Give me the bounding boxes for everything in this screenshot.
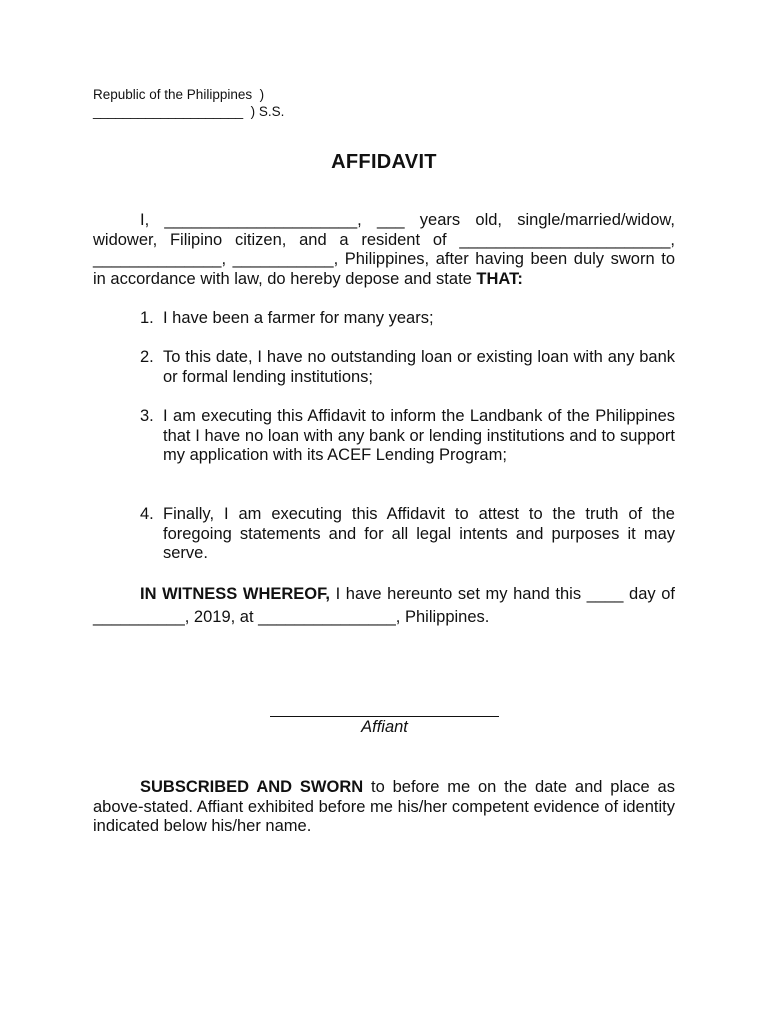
- list-item-number: 4.: [140, 505, 154, 523]
- list-item: [140, 348, 675, 387]
- list-item-number: 1.: [140, 309, 154, 327]
- document-title: AFFIDAVIT: [331, 151, 437, 173]
- list-item-text: I am executing this Affidavit to inform the Landbank of the Philippines that I have no loan with any bank or lending institutions and to support my application with its ACEF Lending Program;: [163, 407, 675, 465]
- venue-country-line: Republic of the Philippines ): [93, 87, 265, 102]
- list-item: [140, 309, 675, 329]
- list-item-number: 2.: [140, 348, 154, 366]
- jurat-text: to before me on the date and place as above-stated. Affiant exhibited before me his/her competent evidence of identity indicated below his/her name.: [93, 778, 675, 836]
- intro-text: I, _____________________, ___ years old, single/married/widow, widower, Filipino citizen, and a resident of _______________________, ______________, ___________, Philippines, after having been duly sworn to in accordance with law, do hereby depose and state: [93, 211, 675, 288]
- venue-city-line: ____________________ ) S.S.: [93, 104, 285, 119]
- list-item-text: I have been a farmer for many years;: [163, 309, 434, 327]
- list-item-text: Finally, I am executing this Affidavit to attest to the truth of the foregoing statements and for all legal intents and purposes it may serve.: [163, 505, 675, 563]
- intro-paragraph: [93, 211, 675, 289]
- signature-label: Affiant: [361, 718, 408, 736]
- jurat-paragraph: [93, 778, 675, 837]
- witness-heading: IN WITNESS WHEREOF,: [140, 585, 330, 603]
- intro-that: THAT:: [476, 269, 523, 288]
- list-item-number: 3.: [140, 407, 154, 425]
- witness-text: I have hereunto set my hand this ____ day of __________, 2019, at _______________, Philippines.: [93, 585, 675, 626]
- list-item: [140, 407, 675, 466]
- list-item-text: To this date, I have no outstanding loan or existing loan with any bank or formal lending institutions;: [163, 348, 675, 386]
- venue-block: [93, 86, 284, 120]
- jurat-heading: SUBSCRIBED AND SWORN: [140, 778, 364, 796]
- signature-line: [270, 716, 499, 717]
- witness-paragraph: [93, 583, 675, 629]
- list-item: [140, 505, 675, 564]
